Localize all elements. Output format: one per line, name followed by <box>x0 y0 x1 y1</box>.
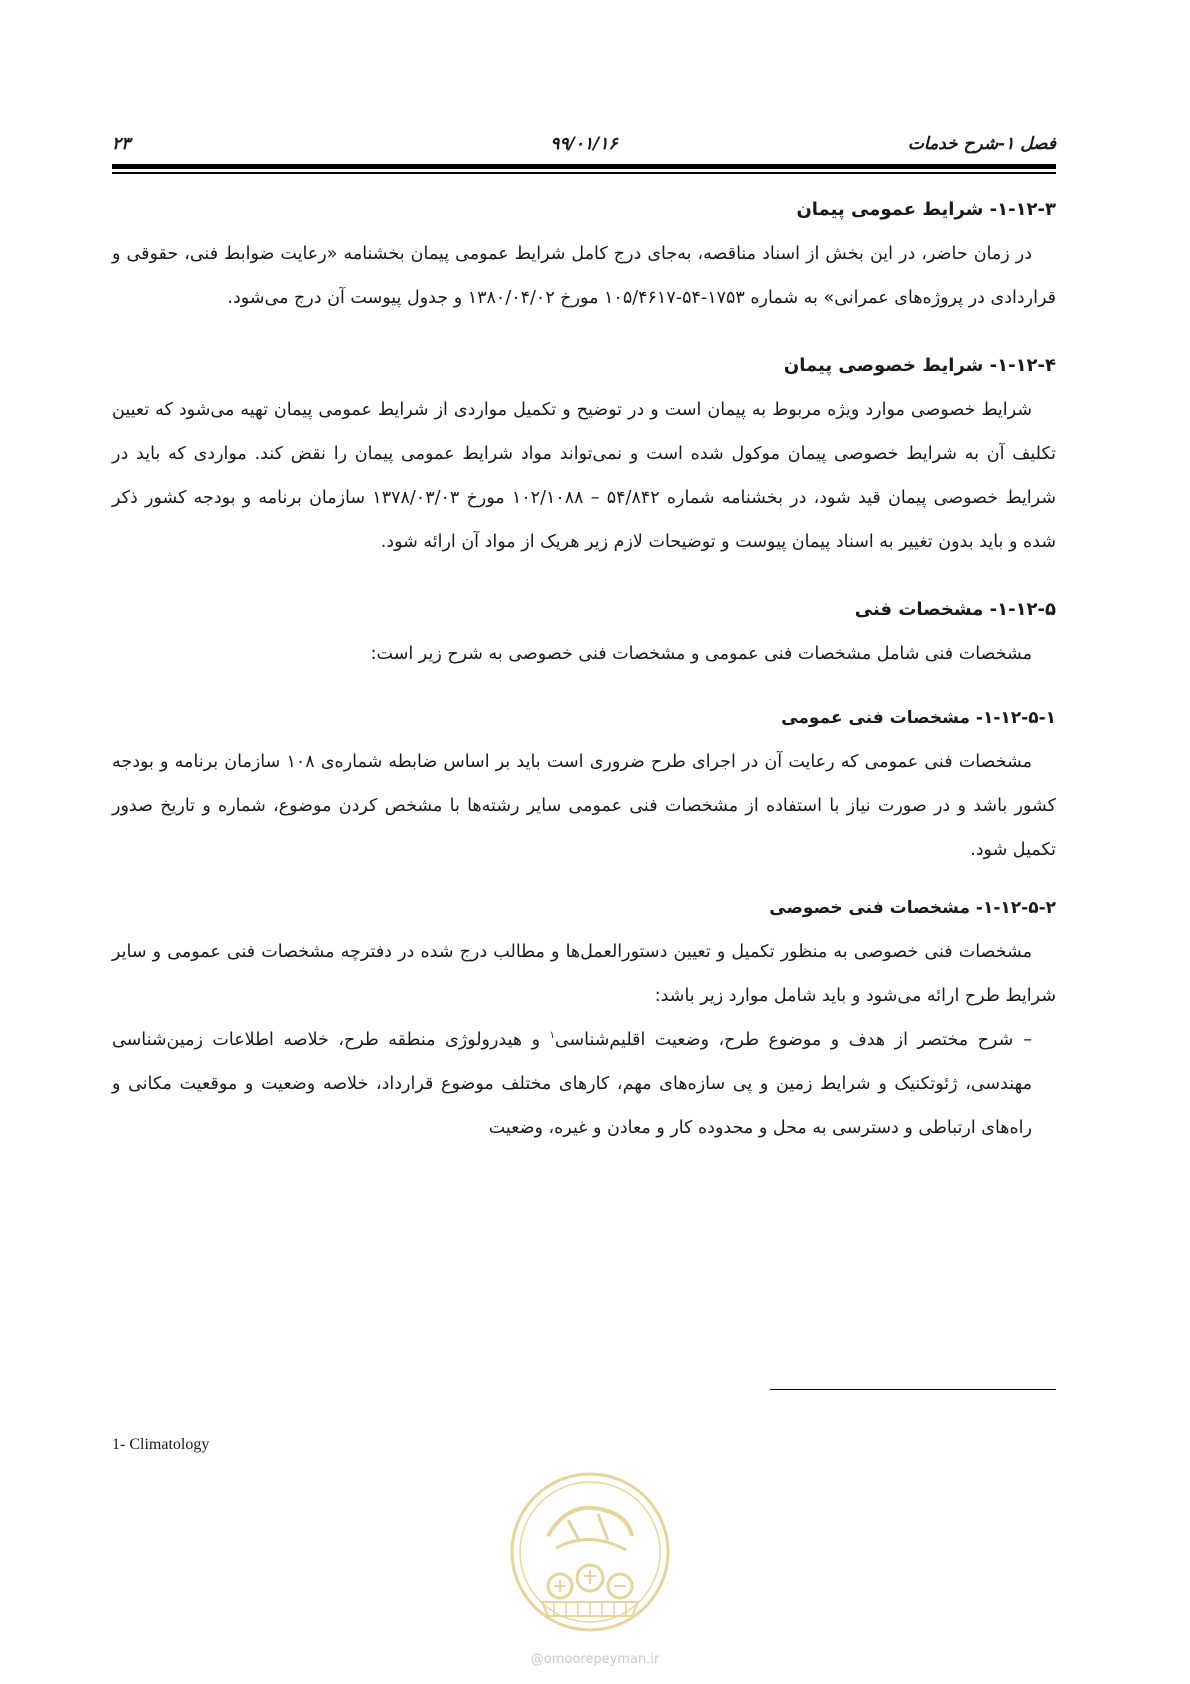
watermark-seal-icon <box>508 1470 672 1634</box>
section-paragraph-1-12-5: مشخصات فنی شامل مشخصات فنی عمومی و مشخصات فنی خصوصی به شرح زیر است: <box>370 644 1032 664</box>
section-heading-1-12-4: ۱-۱۲-۴- شرایط خصوصی پیمان <box>783 355 1056 376</box>
section-heading-1-12-5: ۱-۱۲-۵- مشخصات فنی <box>854 599 1056 620</box>
list-item <box>112 1018 1056 1150</box>
section-paragraph-1-12-4: شرایط خصوصی موارد ویژه مربوط به پیمان است و در توضیح و تکمیل مواردی از شرایط عمومی پیمان تهیه می‌شود که تعیین تکلیف آن به شرایط خصوصی پیمان موکول شده است و نمی‌تواند مواد شرایط عمومی پیمان را نقض کند. مواردی که باید در شرایط خصوصی پیمان قید شود، در بخشنامه شماره ۵۴/۸۴۲ – ۱۰۲/۱۰۸۸ مورخ ۱۳۷۸/۰۳/۰۳ سازمان برنامه و بودجه کشور ذکر شده و باید بدون تغییر به اسناد پیمان پیوست و توضیحات لازم زیر هریک از مواد آن ارائه شود. <box>112 400 1056 552</box>
footnote-ref: ۱ <box>549 1030 555 1042</box>
header-rule-thin <box>112 172 1056 174</box>
section-paragraph-1-12-3: در زمان حاضر، در این بخش از اسناد مناقصه، به‌جای درج کامل شرایط عمومی پیمان بخشنامه «رعایت ضوابط فنی، حقوقی و قراردادی در پروژه‌های عمرانی» به شماره ۱۷۵۳-۵۴-۱۰۵/۴۶۱۷ مورخ ۱۳۸۰/۰۴/۰۲ و جدول پیوست آن درج می‌شود. <box>112 244 1056 308</box>
page-body <box>112 188 1056 1150</box>
section-paragraph-1-12-5-2: مشخصات فنی خصوصی به منظور تکمیل و تعیین دستورالعمل‌ها و مطالب درج شده در دفترچه مشخصات فنی عمومی و سایر شرایط طرح ارائه می‌شود و باید شامل موارد زیر باشد: <box>112 942 1056 1006</box>
chapter-title: فصل ۱-شرح خدمات <box>907 134 1056 154</box>
footnote-rule <box>770 1389 1056 1390</box>
section-heading-1-12-5-2: ۱-۱۲-۵-۲- مشخصات فنی خصوصی <box>769 898 1056 918</box>
header-rule-thick <box>112 164 1056 169</box>
bullet-text-rest: و هیدرولوژی منطقه طرح، خلاصه اطلاعات زمین‌شناسی مهندسی، ژئوتکنیک و شرایط زمین و پی سازه‌های مهم، کارهای مختلف موضوع قرارداد، خلاصه وضعیت و موقعیت مکانی و راه‌های ارتباطی و دسترسی به محل و محدوده کار و معادن و غیره، وضعیت <box>112 1030 1032 1138</box>
page-number: ۲۳ <box>112 134 131 154</box>
footnote: 1- Climatology <box>112 1436 210 1453</box>
watermark-site: @omoorepeyman.ir <box>530 1652 660 1667</box>
bullet-text-start: شرح مختصر از هدف و موضوع طرح، وضعیت اقلیم‌شناسی <box>554 1030 1014 1050</box>
section-paragraph-1-12-5-1: مشخصات فنی عمومی که رعایت آن در اجرای طرح ضروری است باید بر اساس ضابطه شماره‌ی ۱۰۸ سازمان برنامه و بودجه کشور باشد و در صورت نیاز با استفاده از مشخصات فنی عمومی سایر رشته‌ها با مشخص کردن موضوع، شماره و تاریخ صدور تکمیل شود. <box>112 752 1056 860</box>
section-heading-1-12-3: ۱-۱۲-۳- شرایط عمومی پیمان <box>796 199 1056 220</box>
header-date: ۹۹/۰۱/۱۶ <box>550 134 618 154</box>
section-heading-1-12-5-1: ۱-۱۲-۵-۱- مشخصات فنی عمومی <box>781 708 1056 728</box>
page-header <box>112 130 1056 160</box>
bullet-dash: – <box>1023 1030 1032 1050</box>
